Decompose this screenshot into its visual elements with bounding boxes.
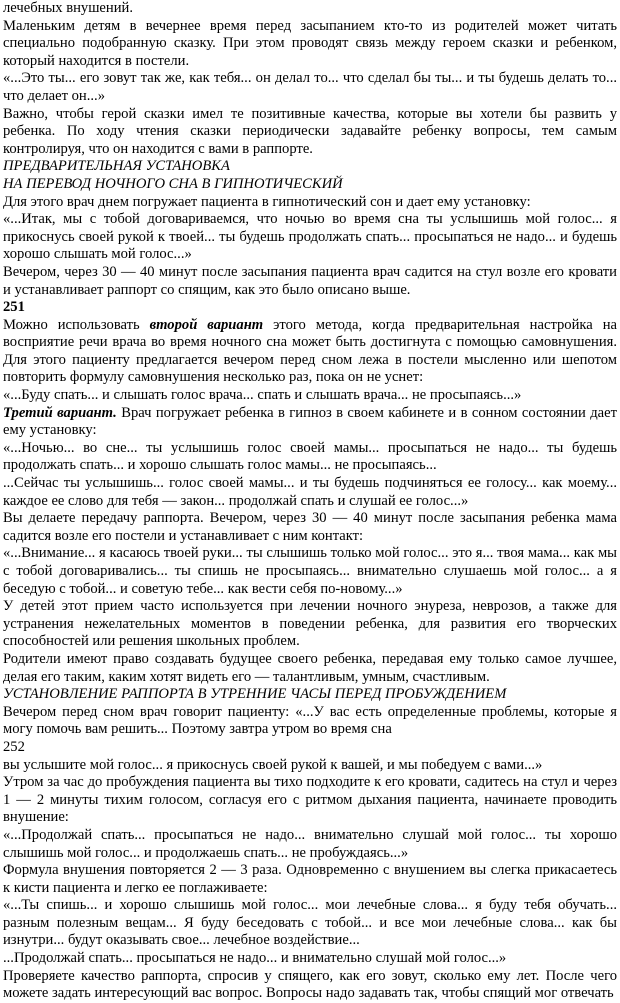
paragraph: Для этого врач днем погружает пациента в гипнотический сон и дает ему установку: xyxy=(3,193,531,210)
paragraph: Важно, чтобы герой сказки имел те позитивные качества, которые вы хотели бы развить у ребенка. По ходу чтения сказки периодически задавайте ребенку вопросы, тем самым контролируя, что он находится с вами в раппорте. xyxy=(3,105,617,157)
quote-paragraph: «...Это ты... его зовут так же, как тебя... он делал то... что сделал бы ты... и ты будешь делать то... что делает он...» xyxy=(3,70,617,104)
page-number: 252 xyxy=(3,738,25,755)
section-heading: ПРЕДВАРИТЕЛЬНАЯ УСТАНОВКА xyxy=(3,158,230,175)
emphasis-text: второй вариант xyxy=(149,316,264,333)
paragraph: Вечером, через 30 — 40 минут после засыпания пациента врач садится на стул возле его кровати и устанавливает раппорт со спящим, как это было описано выше. xyxy=(3,263,617,298)
section-heading: УСТАНОВЛЕНИЕ РАППОРТА В УТРЕННИЕ ЧАСЫ ПЕРЕД ПРОБУЖДЕНИЕМ xyxy=(3,686,507,703)
paragraph: Родители имеют право создавать будущее своего ребенка, передавая ему только самое лучшее, делая его таким, каким хотят видеть его — талантливым, умным, счастливым. xyxy=(3,650,617,685)
section-heading: НА ПЕРЕВОД НОЧНОГО СНА В ГИПНОТИЧЕСКИЙ xyxy=(3,175,343,192)
quote-paragraph: «...Внимание... я касаюсь твоей руки... ты слышишь только мой голос... это я... твоя мама... как мы с тобой договаривались... ты спишь не просыпаясь... внимательно слушаешь мой голос... а я беседую с тобой... и советую тебе... как вести себя по-новому...» xyxy=(3,545,617,597)
paragraph: У детей этот прием часто используется при лечении ночного энуреза, неврозов, а также для устранения нежелательных моментов в поведении ребенка, для развития его творческих способностей или решения школьных проблем. xyxy=(3,598,617,650)
quote-paragraph: «...Итак, мы с тобой договариваемся, что ночью во время сна ты услышишь мой голос... я прикоснусь своей рукой к твоей... ты будешь продолжать спать... просыпаться не надо... и будешь хорошо слышать мой голос...» xyxy=(3,211,617,263)
quote-paragraph: «...Ты спишь... и хорошо слышишь мой голос... мои лечебные слова... я буду тебя обучать... разным полезным вещам... Я буду беседовать с тобой... и все мои лечебные слова... как бы изнутри... будут оказывать свое... лечебное воздействие... xyxy=(3,897,617,949)
quote-paragraph: ...Продолжай спать... просыпаться не надо... и внимательно слушай мой голос...» xyxy=(3,950,507,967)
page-number: 251 xyxy=(3,299,25,316)
paragraph xyxy=(3,317,617,387)
paragraph: Вечером перед сном врач говорит пациенту: «...У вас есть определенные проблемы, которые я могу помочь вам решить... Поэтому завтра утром во время сна xyxy=(3,703,617,738)
paragraph-text: этого метода, когда предварительная настройка на восприятие речи врача во время ночного сна может быть достигнута с помощью самовнушения. Для этого пациенту предлагается вечером перед сном лежа в постели мысленно или шепотом повторить формулу самовнушения несколько раз, пока он не уснет: xyxy=(3,316,618,386)
paragraph-text: Можно использовать xyxy=(3,316,150,333)
quote-paragraph: «...Буду спать... и слышать голос врача... спать и слышать врача... не просыпаясь...» xyxy=(3,387,522,404)
emphasis-text: Третий вариант. xyxy=(3,404,117,421)
paragraph: Утром за час до пробуждения пациента вы тихо подходите к его кровати, садитесь на стул и через 1 — 2 минуты тихим голосом, согласуя его с ритмом дыхания пациента, начинаете проводить внушение: xyxy=(3,774,617,826)
paragraph: Формула внушения повторяется 2 — 3 раза. Одновременно с внушением вы слегка прикасаетесь к кисти пациента и легко ее поглаживаете: xyxy=(3,862,617,896)
paragraph-text: Врач погружает ребенка в гипноз в своем кабинете и в сонном состоянии дает ему установку: xyxy=(3,404,618,439)
book-page xyxy=(3,0,617,1003)
quote-paragraph: ...Сейчас ты услышишь... голос своей мамы... и ты будешь подчиняться ее голосу... как моему... каждое ее слово для тебя — закон... продолжай спать и слушай ее голос...» xyxy=(3,475,617,509)
paragraph: лечебных внушений. xyxy=(3,0,133,16)
paragraph: Маленьким детям в вечернее время перед засыпанием кто-то из родителей может читать специально подобранную сказку. При этом проводят связь между героем сказки и ребенком, который находится в постели. xyxy=(3,17,617,69)
quote-paragraph: «...Продолжай спать... просыпаться не надо... внимательно слушай мой голос... ты хорошо слышишь мой голос... и продолжаешь спать... не пробуждаясь...» xyxy=(3,826,617,861)
quote-paragraph: «...Ночью... во сне... ты услышишь голос своей мамы... просыпаться не надо... ты будешь продолжать спать... и хорошо слышать голос мамы... не просыпаясь... xyxy=(3,439,617,474)
paragraph: вы услышите мой голос... я прикоснусь своей рукой к вашей, и мы победуем с вами...» xyxy=(3,756,543,773)
paragraph: Проверяете качество раппорта, спросив у спящего, как его зовут, сколько ему лет. После чего можете задать интересующий вас вопрос. Вопросы надо задавать так, чтобы спящий мог отвечать xyxy=(3,967,617,1002)
paragraph xyxy=(3,405,617,440)
paragraph: Вы делаете передачу раппорта. Вечером, через 30 — 40 минут после засыпания ребенка мама садится возле его постели и устанавливает с ним контакт: xyxy=(3,510,617,544)
